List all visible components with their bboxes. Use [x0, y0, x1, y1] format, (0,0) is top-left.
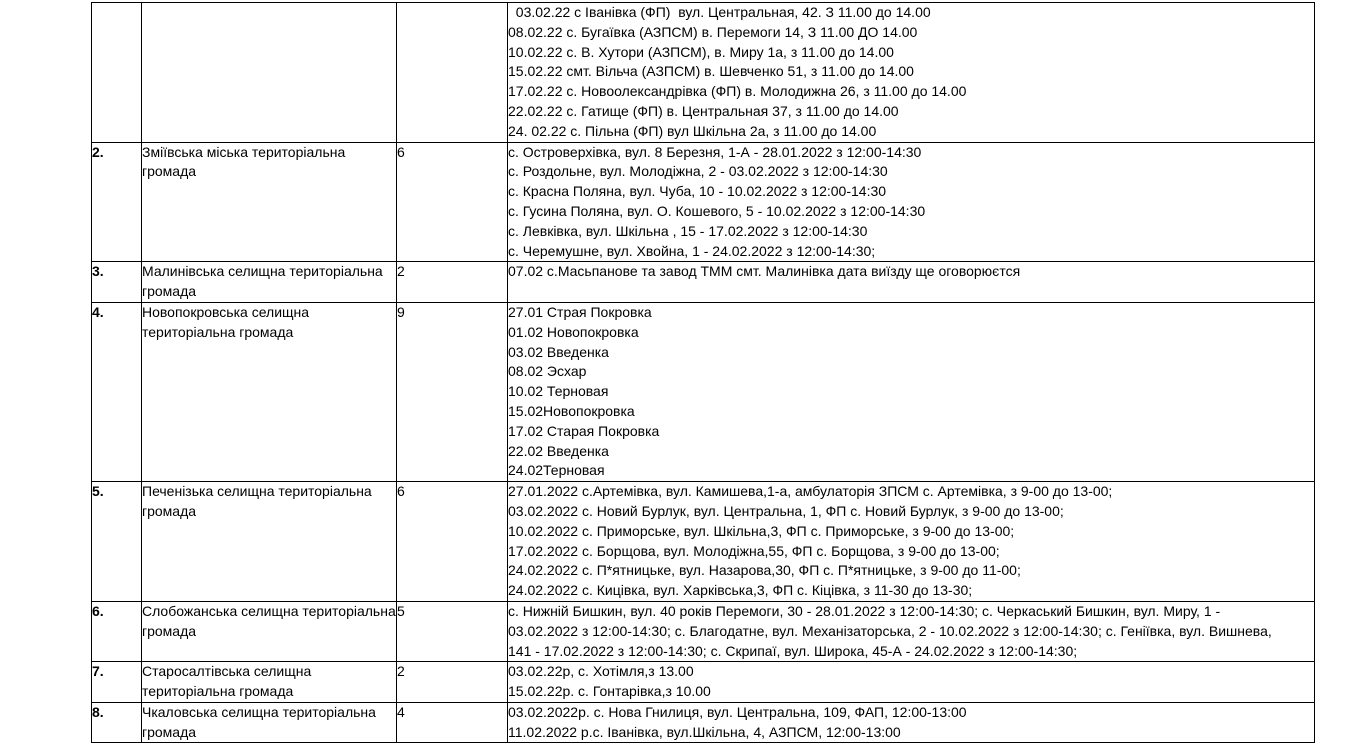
schedule-line: 24.02.2022 с. Кицівка, вул. Харківська,3, ФП с. Кіцівка, з 11-30 до 13-30;: [508, 582, 973, 599]
row-number: [92, 3, 142, 143]
table-row: [92, 702, 1315, 743]
visit-count: 6: [397, 482, 508, 602]
schedule-line: 03.02.22р, с. Хотімля,з 13.00: [508, 663, 694, 680]
community-name: Малинівська селищна територіальна громада: [142, 262, 397, 303]
row-number: 7.: [92, 662, 142, 703]
table-row: [92, 662, 1315, 703]
community-name: Чкаловська селищна територіальна громада: [142, 702, 397, 743]
schedule-line: 03.02.22 с Іванівка (ФП) вул. Центральная, 42. З 11.00 до 14.00: [508, 4, 931, 20]
schedule-line: 24.02.2022 с. П*ятницьке, вул. Назарова,30, ФП с. П*ятницьке, з 9-00 до 11-00;: [508, 562, 1021, 579]
visit-count: 4: [397, 702, 508, 743]
schedule-line: с. Левківка, вул. Шкільна , 15 - 17.02.2022 з 12:00-14:30: [508, 222, 868, 239]
schedule-line: 22.02 Введенка: [508, 442, 609, 459]
visit-schedule: [508, 142, 1315, 262]
schedule-line: 15.02Новопокровка: [508, 402, 635, 419]
community-name: Слобожанська селищна територіальна громада: [142, 601, 397, 661]
table-row: [92, 601, 1315, 661]
schedule-line: 15.02.22 смт. Вільча (АЗПСМ) в. Шевченко 51, з 11.00 до 14.00: [508, 63, 914, 80]
schedule-line: 17.02 Старая Покровка: [508, 422, 660, 439]
schedule-line: 17.02.2022 с. Борщова, вул. Молодіжна,55, ФП с. Борщова, з 9-00 до 13-00;: [508, 542, 1000, 559]
row-number: 6.: [92, 601, 142, 661]
visit-schedule: [508, 601, 1315, 661]
schedule-line: 27.01 Страя Покровка: [508, 303, 652, 320]
visit-schedule: [508, 302, 1315, 481]
visit-schedule: [508, 662, 1315, 703]
schedule-line: 10.02.22 с. В. Хутори (АЗПСМ), в. Миру 1а, з 11.00 до 14.00: [508, 43, 894, 60]
community-name: Зміївська міська територіальна громада: [142, 142, 397, 262]
row-number: 4.: [92, 302, 142, 481]
visit-schedule: [508, 482, 1315, 602]
table-row: [92, 3, 1315, 143]
schedule-paragraph: с. Нижній Бишкин, вул. 40 років Перемоги, 30 - 28.01.2022 з 12:00-14:30; с. Черкаський Бишкин, вул. Миру, 1 - 03.02.2022 з 12:00-14:30; с. Благодатне, вул. Механізаторська, 2 - 10.02.2022 з 12:00-14:30; с. Геніївка, вул. Вишнева, 141 - 17.02.2022 з 12:00-14:30; с. Скрипаї, вул. Широка, 45-А - 24.02.2022 з 12:00-14:30;: [508, 602, 1272, 659]
schedule-line: 03.02 Введенка: [508, 343, 609, 360]
visit-schedule: [508, 262, 1315, 303]
schedule-line: 03.02.2022р. с. Нова Гнилиця, вул. Центральна, 109, ФАП, 12:00-13:00: [508, 703, 967, 720]
visit-count: 9: [397, 302, 508, 481]
schedule-line: с. Красна Поляна, вул. Чуба, 10 - 10.02.2022 з 12:00-14:30: [508, 183, 887, 200]
visit-count: 2: [397, 662, 508, 703]
table-row: [92, 482, 1315, 602]
schedule-line: 17.02.22 с. Новоолександрівка (ФП) в. Молодижна 26, з 11.00 до 14.00: [508, 83, 967, 100]
community-name: Новопокровська селищна територіальна громада: [142, 302, 397, 481]
visit-count: [397, 3, 508, 143]
schedule-line: 01.02 Новопокровка: [508, 323, 639, 340]
schedule-line: 24.02Терновая: [508, 462, 605, 479]
schedule-line: с. Роздольне, вул. Молодіжна, 2 - 03.02.2022 з 12:00-14:30: [508, 163, 888, 180]
schedule-line: с. Гусина Поляна, вул. О. Кошевого, 5 - 10.02.2022 з 12:00-14:30: [508, 202, 926, 219]
table-row: [92, 262, 1315, 303]
schedule-body: [92, 3, 1315, 743]
community-name: [142, 3, 397, 143]
community-name: Старосалтівська селищна територіальна громада: [142, 662, 397, 703]
row-number: 8.: [92, 702, 142, 743]
schedule-line: 08.02.22 с. Бугаївка (АЗПСМ) в. Перемоги 14, З 11.00 ДО 14.00: [508, 23, 918, 40]
row-number: 5.: [92, 482, 142, 602]
visit-count: 2: [397, 262, 508, 303]
visit-schedule: [508, 3, 1315, 143]
visit-schedule: [508, 702, 1315, 743]
table-row: [92, 302, 1315, 481]
schedule-line: 10.02 Терновая: [508, 383, 609, 400]
row-number: 3.: [92, 262, 142, 303]
schedule-line: 08.02 Эсхар: [508, 363, 587, 380]
community-name: Печенізька селищна територіальна громада: [142, 482, 397, 602]
schedule-line: с. Черемушне, вул. Хвойна, 1 - 24.02.2022 з 12:00-14:30;: [508, 242, 876, 259]
visit-count: 6: [397, 142, 508, 262]
schedule-line: 22.02.22 с. Гатище (ФП) в. Центральная 37, з 11.00 до 14.00: [508, 102, 899, 119]
schedule-line: 07.02 с.Масьпанове та завод ТММ смт. Малинівка дата виїзду ще оговорюєтся: [508, 263, 1021, 280]
schedule-line: 11.02.2022 р.с. Іванівка, вул.Шкільна, 4, АЗПСМ, 12:00-13:00: [508, 723, 901, 740]
schedule-line: 15.02.22р. с. Гонтарівка,з 10.00: [508, 683, 711, 700]
schedule-line: 10.02.2022 с. Приморське, вул. Шкільна,3, ФП с. Приморське, з 9-00 до 13-00;: [508, 522, 1015, 539]
schedule-line: с. Островерхівка, вул. 8 Березня, 1-А - 28.01.2022 з 12:00-14:30: [508, 143, 922, 160]
schedule-table: [91, 2, 1315, 743]
schedule-line: 27.01.2022 с.Артемівка, вул. Камишева,1-а, амбулаторія ЗПСМ с. Артемівка, з 9-00 до 13-00;: [508, 483, 1113, 500]
schedule-line: 03.02.2022 с. Новий Бурлук, вул. Центральна, 1, ФП с. Новий Бурлук, з 9-00 до 13-00;: [508, 502, 1064, 519]
visit-count: 5: [397, 601, 508, 661]
table-row: [92, 142, 1315, 262]
row-number: 2.: [92, 142, 142, 262]
schedule-line: 24. 02.22 с. Пільна (ФП) вул Шкільна 2а, з 11.00 до 14.00: [508, 122, 877, 139]
